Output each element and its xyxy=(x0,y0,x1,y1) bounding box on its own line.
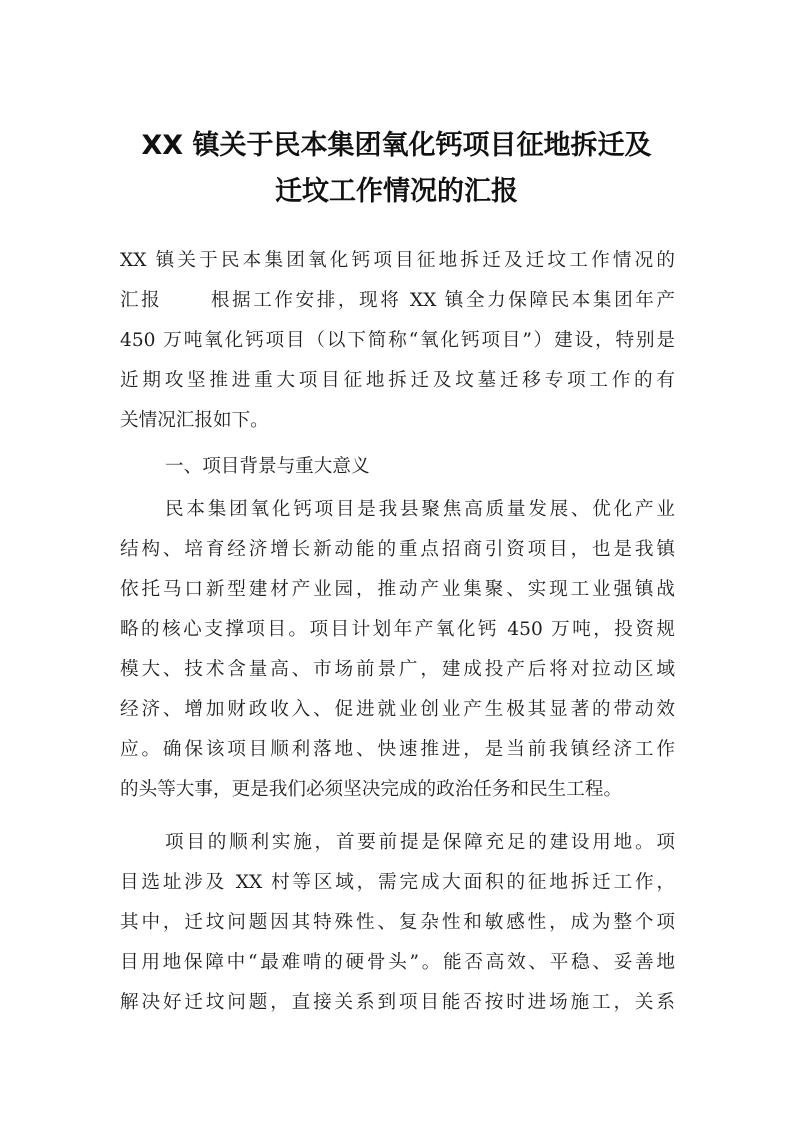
intro-line-5: 关情况汇报如下。 xyxy=(120,410,269,431)
intro-line-2-head: 汇报 xyxy=(120,290,163,311)
document-title-line-2: 迁坟工作情况的汇报 xyxy=(275,176,518,207)
intro-line-4: 近期攻坚推进重大项目征地拆迁及坟墓迁移专项工作的有 xyxy=(120,370,675,391)
document-title-line-1: XX 镇关于民本集团氧化钙项目征地拆迁及 xyxy=(141,130,652,161)
para1-line-1: 民本集团氧化钙项目是我县聚焦高质量发展、优化产业 xyxy=(165,499,675,520)
para1-line-3: 依托马口新型建材产业园，推动产业集聚、实现工业强镇战 xyxy=(120,579,675,600)
intro-line-3: 450 万吨氧化钙项目（以下简称“氧化钙项目”）建设，特别是 xyxy=(120,330,675,351)
para2-line-5: 解决好迁坟问题，直接关系到项目能否按时进场施工，关系 xyxy=(120,992,675,1013)
intro-line-1: XX 镇关于民本集团氧化钙项目征地拆迁及迁坟工作情况的 xyxy=(120,250,675,271)
para2-line-1: 项目的顺利实施，首要前提是保障充足的建设用地。项 xyxy=(165,832,675,853)
para2-line-2: 目选址涉及 XX 村等区域，需完成大面积的征地拆迁工作， xyxy=(120,872,675,893)
para1-line-2: 结构、培育经济增长新动能的重点招商引资项目，也是我镇 xyxy=(120,539,675,560)
para2-line-3: 其中，迁坟问题因其特殊性、复杂性和敏感性，成为整个项 xyxy=(120,912,675,933)
section-heading: 一、项目背景与重大意义 xyxy=(165,456,370,477)
para1-line-8: 的头等大事，更是我们必须坚决完成的政治任务和民生工程。 xyxy=(120,779,623,800)
intro-line-2 xyxy=(120,286,675,316)
para2-line-4: 目用地保障中“最难啃的硬骨头”。能否高效、平稳、妥善地 xyxy=(120,952,675,973)
para1-line-5: 模大、技术含量高、市场前景广，建成投产后将对拉动区域 xyxy=(120,659,675,680)
intro-line-2-tail: 根据工作安排，现将 XX 镇全力保障民本集团年产 xyxy=(208,290,675,311)
para1-line-6: 经济、增加财政收入、促进就业创业产生极其显著的带动效 xyxy=(120,699,675,720)
para1-line-4: 略的核心支撑项目。项目计划年产氧化钙 450 万吨，投资规 xyxy=(120,619,675,640)
para1-line-7: 应。确保该项目顺利落地、快速推进，是当前我镇经济工作 xyxy=(120,739,675,760)
